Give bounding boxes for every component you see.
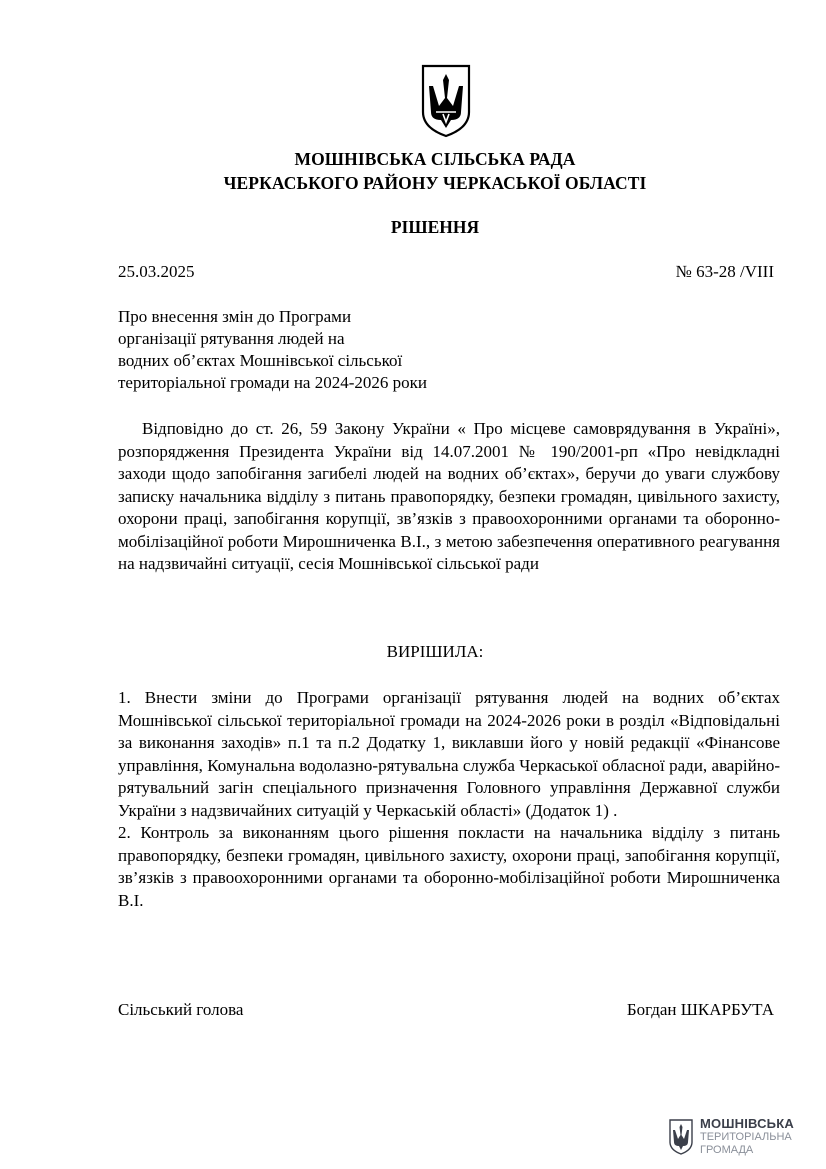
subject-line: організації рятування людей на: [118, 329, 345, 348]
logo-subtitle: ТЕРИТОРІАЛЬНА: [700, 1131, 792, 1143]
document-type: РІШЕННЯ: [390, 217, 480, 237]
decision-date: 25.03.2025: [118, 262, 195, 281]
coat-of-arms-icon: [419, 62, 473, 140]
signatory-name: Богдан ШКАРБУТА: [626, 1000, 774, 1019]
trident-icon: [668, 1118, 694, 1156]
logo-subtitle: ГРОМАДА: [700, 1144, 754, 1156]
preamble-paragraph: Відповідно до ст. 26, 59 Закону України « Про місцеве самоврядування в Україні», розпорядження Президента України від 14.07.2001 № 190/2001-рп «Про невідкладні заходи щодо запобігання загибелі людей на водних об’єктах», беручи до уваги службову записку начальника відділу з питань правопорядку, безпеки громадян, цивільного захисту, охорони праці, запобігання корупції, зв’язків з правоохоронними органами та оборонно-мобілізаційної роботи Мирошниченка В.І., з метою забезпечення оперативного реагування на надзвичайні ситуації, сесія Мошнівської сільської ради: [118, 419, 780, 573]
decided-heading: ВИРІШИЛА:: [386, 642, 484, 661]
decision-item: 2. Контроль за виконанням цього рішення покласти на начальника відділу з питань правопорядку, безпеки громадян, цивільного захисту, охорони праці, запобігання корупції, зв’язків з правоохоронними органами та оборонно-мобілізаційної роботи Мирошниченка В.І.: [118, 823, 780, 910]
decision-item: 1. Внести зміни до Програми організації рятування людей на водних об’єктах Мошнівської сільської територіальної громади на 2024-2026 роки в розділ «Відповідальні за виконання заходів» п.1 та п.2 Додатку 1, виклавши його у новій редакції «Фінансове управління, Комунальна водолазно-рятувальна служба Черкаської обласної ради, аварійно-рятувальний загін спеціального призначення Головного управління Державної служби України з надзвичайних ситуацій у Черкаській області» (Додаток 1) .: [118, 688, 780, 820]
council-region: ЧЕРКАСЬКОГО РАЙОНУ ЧЕРКАСЬКОЇ ОБЛАСТІ: [223, 173, 647, 193]
subject-line: водних об’єктах Мошнівської сільської: [118, 351, 403, 370]
community-logo: [668, 1116, 808, 1160]
subject-line: Про внесення змін до Програми: [118, 307, 352, 326]
logo-title: МОШНІВСЬКА: [700, 1116, 794, 1131]
decision-items: [118, 687, 780, 912]
council-name: МОШНІВСЬКА СІЛЬСЬКА РАДА: [294, 149, 576, 169]
subject-line: територіальної громади на 2024-2026 роки: [118, 373, 427, 392]
decision-number: № 63-28 /VIII: [675, 262, 774, 281]
signatory-position: Сільський голова: [118, 1000, 244, 1019]
decision-subject: [118, 306, 427, 394]
